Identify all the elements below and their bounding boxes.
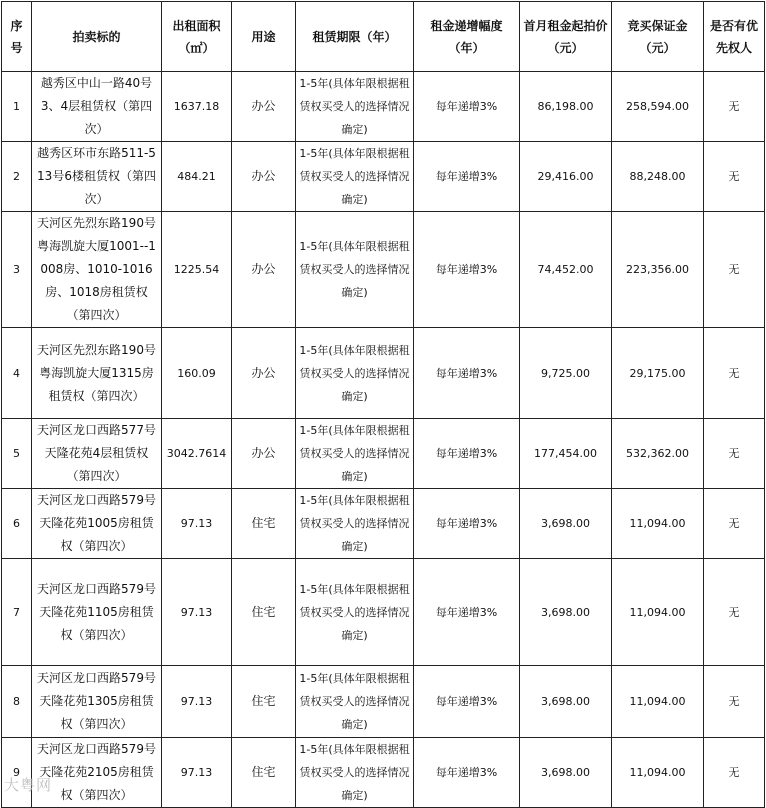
row-subject: 天河区龙口西路579号天隆花苑1305房租赁权（第四次） xyxy=(32,666,162,738)
row-area: 97.13 xyxy=(162,666,232,738)
row-priority: 无 xyxy=(704,72,765,142)
row-term: 1-5年(具体年限根据租赁权买受人的选择情况确定) xyxy=(296,419,414,489)
row-area: 97.13 xyxy=(162,738,232,808)
table-row xyxy=(2,328,765,419)
row-rent: 29,416.00 xyxy=(520,142,612,212)
table-row xyxy=(2,212,765,328)
row-rent: 3,698.00 xyxy=(520,489,612,559)
row-use: 办公 xyxy=(232,212,296,328)
row-subject: 天河区龙口西路579号天隆花苑1005房租赁权（第四次） xyxy=(32,489,162,559)
row-area: 97.13 xyxy=(162,489,232,559)
row-no: 9 xyxy=(2,738,32,808)
row-rent: 74,452.00 xyxy=(520,212,612,328)
row-priority: 无 xyxy=(704,419,765,489)
row-deposit: 258,594.00 xyxy=(612,72,704,142)
row-no: 6 xyxy=(2,489,32,559)
row-use: 住宅 xyxy=(232,738,296,808)
row-rent: 9,725.00 xyxy=(520,328,612,419)
header-priority: 是否有优先权人 xyxy=(704,2,765,72)
row-term: 1-5年(具体年限根据租赁权买受人的选择情况确定) xyxy=(296,328,414,419)
row-term: 1-5年(具体年限根据租赁权买受人的选择情况确定) xyxy=(296,142,414,212)
header-subject: 拍卖标的 xyxy=(32,2,162,72)
table-row xyxy=(2,738,765,808)
row-subject: 越秀区环市东路511-513号6楼租赁权（第四次） xyxy=(32,142,162,212)
row-no: 1 xyxy=(2,72,32,142)
row-deposit: 11,094.00 xyxy=(612,666,704,738)
row-use: 办公 xyxy=(232,142,296,212)
row-increase: 每年递增3% xyxy=(414,489,520,559)
row-no: 7 xyxy=(2,559,32,666)
row-use: 办公 xyxy=(232,72,296,142)
row-deposit: 11,094.00 xyxy=(612,559,704,666)
header-use: 用途 xyxy=(232,2,296,72)
row-increase: 每年递增3% xyxy=(414,738,520,808)
row-term: 1-5年(具体年限根据租赁权买受人的选择情况确定) xyxy=(296,212,414,328)
row-priority: 无 xyxy=(704,142,765,212)
row-increase: 每年递增3% xyxy=(414,419,520,489)
row-use: 办公 xyxy=(232,328,296,419)
row-no: 2 xyxy=(2,142,32,212)
row-subject: 越秀区中山一路40号3、4层租赁权（第四次） xyxy=(32,72,162,142)
row-rent: 3,698.00 xyxy=(520,738,612,808)
row-increase: 每年递增3% xyxy=(414,559,520,666)
row-subject: 天河区先烈东路190号粤海凯旋大厦1315房租赁权（第四次） xyxy=(32,328,162,419)
row-deposit: 532,362.00 xyxy=(612,419,704,489)
row-area: 1225.54 xyxy=(162,212,232,328)
row-term: 1-5年(具体年限根据租赁权买受人的选择情况确定) xyxy=(296,666,414,738)
table-row xyxy=(2,489,765,559)
table-row xyxy=(2,666,765,738)
row-use: 办公 xyxy=(232,419,296,489)
row-term: 1-5年(具体年限根据租赁权买受人的选择情况确定) xyxy=(296,489,414,559)
row-term: 1-5年(具体年限根据租赁权买受人的选择情况确定) xyxy=(296,72,414,142)
table-row xyxy=(2,559,765,666)
row-increase: 每年递增3% xyxy=(414,142,520,212)
row-subject: 天河区龙口西路579号天隆花苑2105房租赁权（第四次） xyxy=(32,738,162,808)
table-row xyxy=(2,72,765,142)
row-term: 1-5年(具体年限根据租赁权买受人的选择情况确定) xyxy=(296,559,414,666)
watermark: 大粤网 xyxy=(4,776,53,794)
row-subject: 天河区龙口西路577号天隆花苑4层租赁权（第四次） xyxy=(32,419,162,489)
row-deposit: 223,356.00 xyxy=(612,212,704,328)
row-area: 160.09 xyxy=(162,328,232,419)
row-no: 3 xyxy=(2,212,32,328)
row-deposit: 11,094.00 xyxy=(612,738,704,808)
row-priority: 无 xyxy=(704,489,765,559)
row-deposit: 11,094.00 xyxy=(612,489,704,559)
header-area: 出租面积（㎡） xyxy=(162,2,232,72)
row-term: 1-5年(具体年限根据租赁权买受人的选择情况确定) xyxy=(296,738,414,808)
row-rent: 3,698.00 xyxy=(520,666,612,738)
row-use: 住宅 xyxy=(232,559,296,666)
row-deposit: 88,248.00 xyxy=(612,142,704,212)
row-priority: 无 xyxy=(704,559,765,666)
table-row xyxy=(2,142,765,212)
row-increase: 每年递增3% xyxy=(414,328,520,419)
row-rent: 86,198.00 xyxy=(520,72,612,142)
row-increase: 每年递增3% xyxy=(414,72,520,142)
row-increase: 每年递增3% xyxy=(414,666,520,738)
table-row xyxy=(2,419,765,489)
row-area: 484.21 xyxy=(162,142,232,212)
row-priority: 无 xyxy=(704,212,765,328)
row-priority: 无 xyxy=(704,666,765,738)
row-increase: 每年递增3% xyxy=(414,212,520,328)
header-row xyxy=(2,2,765,72)
auction-table xyxy=(1,1,765,808)
header-no: 序号 xyxy=(2,2,32,72)
row-no: 5 xyxy=(2,419,32,489)
row-rent: 177,454.00 xyxy=(520,419,612,489)
row-deposit: 29,175.00 xyxy=(612,328,704,419)
header-term: 租赁期限（年） xyxy=(296,2,414,72)
row-area: 97.13 xyxy=(162,559,232,666)
row-priority: 无 xyxy=(704,738,765,808)
header-rent: 首月租金起拍价（元） xyxy=(520,2,612,72)
row-no: 8 xyxy=(2,666,32,738)
header-increase: 租金递增幅度（年） xyxy=(414,2,520,72)
row-priority: 无 xyxy=(704,328,765,419)
header-deposit: 竞买保证金（元） xyxy=(612,2,704,72)
row-subject: 天河区先烈东路190号粤海凯旋大厦1001--1008房、1010-1016房、1018房租赁权（第四次） xyxy=(32,212,162,328)
row-rent: 3,698.00 xyxy=(520,559,612,666)
row-use: 住宅 xyxy=(232,666,296,738)
row-no: 4 xyxy=(2,328,32,419)
row-area: 3042.7614 xyxy=(162,419,232,489)
row-use: 住宅 xyxy=(232,489,296,559)
row-area: 1637.18 xyxy=(162,72,232,142)
row-subject: 天河区龙口西路579号天隆花苑1105房租赁权（第四次） xyxy=(32,559,162,666)
